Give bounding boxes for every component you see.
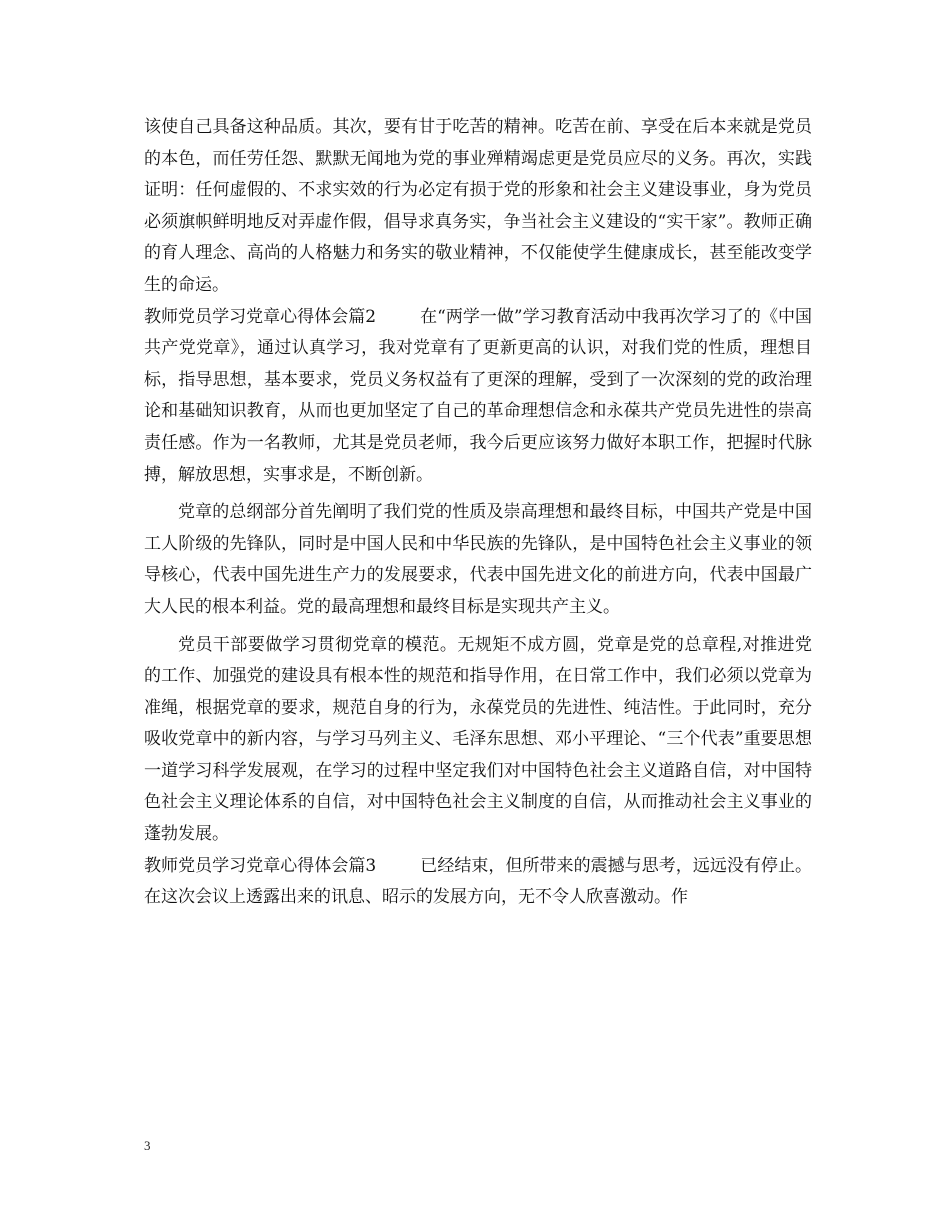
section-3 bbox=[144, 851, 812, 914]
section-2 bbox=[144, 302, 812, 492]
section-3-heading: 教师党员学习党章心得体会篇3 bbox=[144, 855, 377, 876]
paragraph-continued: 该使自己具备这种品质。其次，要有甘于吃苦的精神。吃苦在前、享受在后本来就是党员的本色，而任劳任怨、默默无闻地为党的事业殚精竭虑更是党员应尽的义务。再次，实践证明：任何虚假的、不求实效的行为必定有损于党的形象和社会主义建设事业，身为党员必须旗帜鲜明地反对弄虚作假，倡导求真务实，争当社会主义建设的“实干家”。教师正确的育人理念、高尚的人格魅力和务实的敬业精神，不仅能使学生健康成长，甚至能改变学生的命运。 bbox=[144, 117, 812, 295]
section-2-heading: 教师党员学习党章心得体会篇2 bbox=[144, 306, 377, 327]
page-number: 3 bbox=[144, 1138, 151, 1153]
section-2-text: 在“两学一做”学习教育活动中我再次学习了的《中国共产党党章》，通过认真学习，我对党章有了更新更高的认识，对我们党的性质，理想目标，指导思想，基本要求，党员义务权益有了更深的理解，受到了一次深刻的党的政治理论和基础知识教育，从而也更加坚定了自己的革命理想信念和永葆共产党员先进性的崇高责任感。作为一名教师，尤其是党员老师，我今后更应该努力做好本职工作，把握时代脉搏，解放思想，实事求是，不断创新。 bbox=[144, 306, 812, 485]
document-page bbox=[144, 112, 812, 914]
paragraph-general-outline: 党章的总纲部分首先阐明了我们党的性质及崇高理想和最终目标，中国共产党是中国工人阶级的先锋队，同时是中国人民和中华民族的先锋队，是中国特色社会主义事业的领导核心，代表中国先进生产力的发展要求，代表中国先进文化的前进方向，代表中国最广大人民的根本利益。党的最高理想和最终目标是实现共产主义。 bbox=[144, 502, 812, 617]
section-3-text: 已经结束，但所带来的震撼与思考，远远没有停止。在这次会议上透露出来的讯息、昭示的发展方向，无不令人欣喜激动。作 bbox=[144, 855, 812, 908]
paragraph-cadre-model: 党员干部要做学习贯彻党章的模范。无规矩不成方圆，党章是党的总章程,对推进党的工作、加强党的建设具有根本性的规范和指导作用，在日常工作中，我们必须以党章为准绳，根据党章的要求，规范自身的行为，永葆党员的先进性、纯洁性。于此同时，充分吸收党章中的新内容，与学习马列主义、毛泽东思想、邓小平理论、“三个代表”重要思想一道学习科学发展观，在学习的过程中坚定我们对中国特色社会主义道路自信，对中国特色社会主义理论体系的自信，对中国特色社会主义制度的自信，从而推动社会主义事业的蓬勃发展。 bbox=[144, 634, 812, 845]
